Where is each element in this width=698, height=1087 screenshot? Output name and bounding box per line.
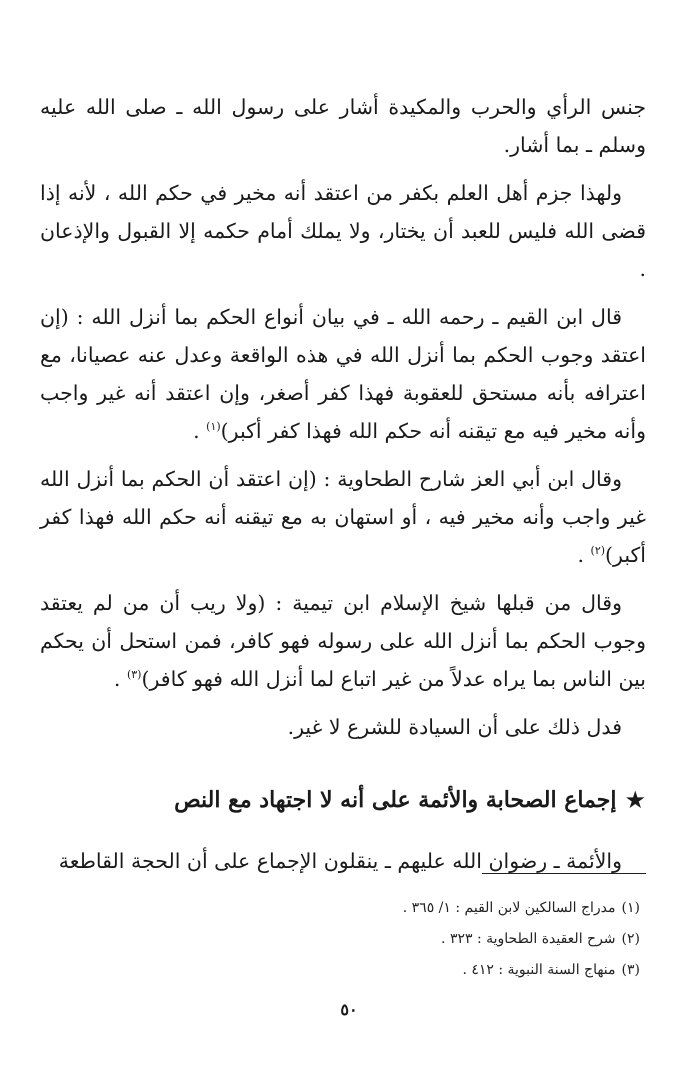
star-icon: ★ [624, 786, 646, 814]
paragraph-5 [40, 584, 646, 698]
footnote-3-number: (٣) [621, 962, 640, 978]
footnote-divider [482, 873, 646, 874]
paragraph-6 [40, 708, 646, 746]
footnote-2 [40, 924, 640, 955]
footnote-1 [40, 893, 640, 924]
paragraph-4-text: وقال ابن أبي العز شارح الطحاوية : (إن اعتقد أن الحكم بما أنزل الله غير واجب وأنه مخير فيه ، أو استهان به مع تيقنه أنه حكم الله فهذا كفر أكبر) [40, 467, 646, 567]
paragraph-3-text: قال ابن القيم ـ رحمه الله ـ في بيان أنواع الحكم بما أنزل الله : (إن اعتقد وجوب الحكم بما أنزل الله في هذه الواقعة وعدل عنه عصيانا، مع اعترافه بأنه مستحق للعقوبة فهذا كفر أصغر، وإن اعتقد أنه غير واجب وأنه مخير فيه مع تيقنه أنه حكم الله فهذا كفر أكبر) [40, 305, 646, 443]
paragraph-3 [40, 298, 646, 450]
page-number: ٥٠ [340, 1000, 358, 1019]
footnote-ref-2[interactable]: (٢) [590, 544, 606, 558]
paragraph-4 [40, 460, 646, 574]
footnote-ref-3[interactable]: (٣) [126, 668, 142, 682]
paragraph-1-text: جنس الرأي والحرب والمكيدة أشار على رسول الله ـ صلى الله عليه وسلم ـ بما أشار. [40, 95, 646, 157]
paragraph-4-end: . [577, 543, 591, 567]
footnotes [40, 893, 640, 986]
closing-paragraph-text: والأئمة ـ رضوان الله عليهم ـ ينقلون الإجماع على أن الحجة القاطعة [58, 849, 622, 873]
footnote-3 [40, 955, 640, 986]
paragraph-2-text: ولهذا جزم أهل العلم بكفر من اعتقد أنه مخير في حكم الله ، لأنه إذا قضى الله فليس للعبد أن يختار، ولا يملك أمام حكمه إلا القبول والإذعان . [40, 181, 646, 281]
footnote-2-text: شرح العقيدة الطحاوية : ٣٢٣ . [441, 931, 616, 947]
footnote-1-number: (١) [621, 900, 640, 916]
footnote-1-text: مدراج السالكين لابن القيم : ١/ ٣٦٥ . [402, 900, 616, 916]
paragraph-2 [40, 174, 646, 288]
section-heading-text: إجماع الصحابة والأئمة على أنه لا اجتهاد مع النص [174, 787, 617, 813]
paragraph-5-text: وقال من قبلها شيخ الإسلام ابن تيمية : (ولا ريب أن من لم يعتقد وجوب الحكم بما أنزل الله على رسوله فهو كافر، فمن استحل أن يحكم بين الناس بما يراه عدلاً من غير اتباع لما أنزل الله فهو كافر) [40, 591, 646, 691]
paragraph-6-text: فدل ذلك على أن السيادة للشرع لا غير. [287, 715, 622, 739]
paragraph-1 [40, 88, 646, 164]
closing-paragraph [40, 842, 646, 880]
footnote-2-number: (٢) [621, 931, 640, 947]
page-body [40, 88, 646, 890]
paragraph-3-end: . [193, 419, 207, 443]
paragraph-5-end: . [113, 667, 127, 691]
footnote-ref-1[interactable]: (١) [206, 420, 221, 434]
footnote-3-text: منهاج السنة النبوية : ٤١٢ . [462, 962, 616, 978]
section-heading [40, 780, 646, 820]
